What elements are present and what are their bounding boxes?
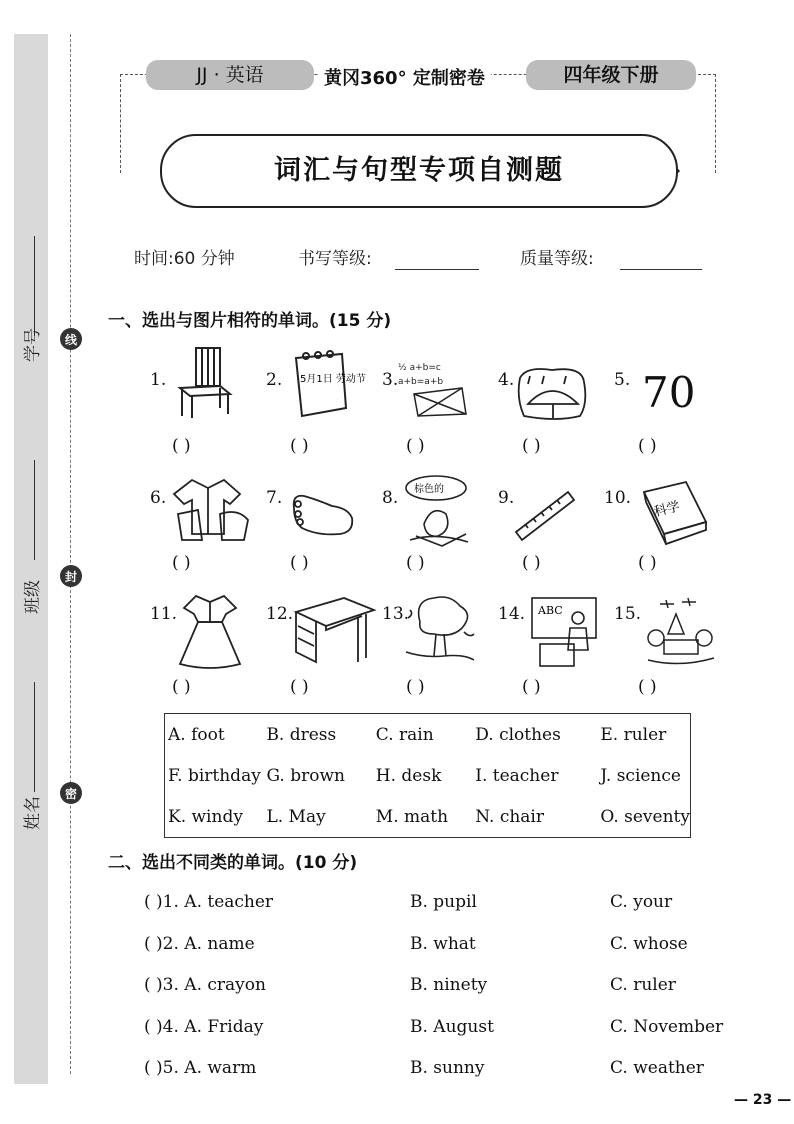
name-line — [34, 682, 35, 792]
question-lead[interactable]: ( )5. A. warm — [144, 1058, 257, 1078]
class-label: 班级 — [23, 580, 43, 614]
foot-picture — [288, 488, 358, 538]
answer-blank[interactable]: ( ) — [406, 436, 425, 456]
item-number: 2. — [266, 370, 283, 390]
option-b: B. pupil — [410, 892, 477, 912]
answer-blank[interactable]: ( ) — [290, 677, 309, 697]
answer-blank[interactable]: ( ) — [522, 436, 541, 456]
windy-tree-picture — [404, 592, 476, 666]
dress-picture — [176, 592, 244, 670]
option-b: B. what — [410, 934, 476, 954]
student-no-line — [34, 236, 35, 336]
page-number: — 23 — — [734, 1092, 792, 1108]
calendar-text: 5月1日 劳动节 — [300, 374, 366, 385]
answer-blank[interactable]: ( ) — [522, 553, 541, 573]
science-book-picture — [640, 478, 710, 548]
word-bank-table — [164, 713, 691, 838]
subject-pill: JJ · 英语 — [146, 60, 314, 90]
item-number: 8. — [382, 488, 399, 508]
answer-blank[interactable]: ( ) — [406, 677, 425, 697]
option-b: B. August — [410, 1017, 494, 1037]
word-bank-row — [165, 796, 691, 838]
answer-blank[interactable]: ( ) — [290, 436, 309, 456]
word-bank-row — [165, 755, 691, 796]
answer-blank[interactable]: ( ) — [290, 553, 309, 573]
quality-grade-blank[interactable] — [620, 268, 702, 270]
item-number: 7. — [266, 488, 283, 508]
word-bank-cell: F. birthday — [168, 765, 261, 786]
seal-seal: 封 — [60, 565, 82, 587]
section2-title: 二、选出不同类的单词。(10 分) — [108, 853, 358, 873]
chair-picture — [172, 344, 238, 420]
word-bank-cell: L. May — [266, 806, 326, 827]
answer-blank[interactable]: ( ) — [522, 677, 541, 697]
speech-bubble-text: 棕色的 — [414, 484, 444, 495]
word-bank-cell: B. dress — [266, 724, 337, 745]
question-lead[interactable]: ( )2. A. name — [144, 934, 255, 954]
item-number: 1. — [150, 370, 167, 390]
item-number: 3. — [382, 370, 399, 390]
word-bank-cell: N. chair — [475, 806, 544, 827]
word-bank-cell: J. science — [600, 765, 681, 786]
word-bank-row — [165, 714, 691, 756]
answer-blank[interactable]: ( ) — [638, 677, 657, 697]
word-bank-cell: G. brown — [266, 765, 345, 786]
word-bank-cell: K. windy — [168, 806, 243, 827]
item-number: 5. — [614, 370, 631, 390]
item-number: 6. — [150, 488, 167, 508]
option-c: C. your — [610, 892, 673, 912]
brand-text: 黄冈360° 定制密卷 — [318, 64, 491, 90]
grade-pill: 四年级下册 — [526, 60, 696, 90]
answer-blank[interactable]: ( ) — [638, 553, 657, 573]
clothes-picture — [168, 474, 254, 544]
ruler-picture — [512, 488, 578, 542]
question-lead[interactable]: ( )3. A. crayon — [144, 975, 266, 995]
student-no-label: 学号 — [23, 328, 43, 362]
item-number: 14. — [498, 604, 526, 624]
word-bank-cell: C. rain — [375, 724, 434, 745]
word-bank-cell: O. seventy — [600, 806, 690, 827]
page-title: 词汇与句型专项自测题 — [160, 134, 678, 208]
question-lead[interactable]: ( )4. A. Friday — [144, 1017, 264, 1037]
item-number: 4. — [498, 370, 515, 390]
question-lead[interactable]: ( )1. A. teacher — [144, 892, 274, 912]
section1-title: 一、选出与图片相符的单词。(15 分) — [108, 311, 392, 331]
answer-blank[interactable]: ( ) — [172, 677, 191, 697]
word-bank-cell: A. foot — [168, 724, 225, 745]
blackboard-text: ABC — [538, 604, 563, 617]
svg-text:½ a+b=c: ½ a+b=c — [398, 363, 441, 373]
calendar-picture — [290, 348, 366, 420]
quality-grade-label: 质量等级: — [520, 249, 594, 269]
seal-secret: 密 — [60, 782, 82, 804]
word-bank-cell: D. clothes — [475, 724, 561, 745]
math-formulas-picture — [396, 358, 472, 420]
word-bank-cell: I. teacher — [475, 765, 559, 786]
desk-picture — [292, 594, 378, 668]
class-line — [34, 460, 35, 560]
option-b: B. ninety — [410, 975, 488, 995]
word-bank-cell: H. desk — [375, 765, 442, 786]
book-title-text: 科学 — [652, 499, 682, 521]
option-c: C. whose — [610, 934, 688, 954]
name-label: 姓名 — [23, 796, 43, 830]
option-c: C. ruler — [610, 975, 676, 995]
item-number: 9. — [498, 488, 515, 508]
birthday-party-picture — [640, 594, 720, 668]
writing-grade-blank[interactable] — [395, 268, 479, 270]
option-c: C. weather — [610, 1058, 704, 1078]
answer-blank[interactable]: ( ) — [172, 553, 191, 573]
word-bank-cell: E. ruler — [600, 724, 667, 745]
writing-grade-label: 书写等级: — [298, 249, 372, 269]
cut-line — [70, 34, 71, 1074]
svg-text:a+b=a+b: a+b=a+b — [398, 377, 444, 387]
seal-line: 线 — [60, 328, 82, 350]
item-number: 12. — [266, 604, 294, 624]
answer-blank[interactable]: ( ) — [638, 436, 657, 456]
number-seventy: 70 — [642, 368, 696, 417]
option-c: C. November — [610, 1017, 724, 1037]
umbrella-in-rain-picture — [516, 364, 588, 422]
time-label: 时间:60 分钟 — [134, 249, 235, 269]
brown-paint-picture — [402, 474, 472, 546]
answer-blank[interactable]: ( ) — [172, 436, 191, 456]
item-number: 13. — [382, 604, 410, 624]
answer-blank[interactable]: ( ) — [406, 553, 425, 573]
option-b: B. sunny — [410, 1058, 485, 1078]
item-number: 11. — [150, 604, 178, 624]
binding-margin — [14, 34, 48, 1084]
item-number: 10. — [604, 488, 632, 508]
word-bank-cell: M. math — [375, 806, 449, 827]
item-number: 15. — [614, 604, 642, 624]
teacher-at-blackboard-picture — [530, 594, 600, 670]
